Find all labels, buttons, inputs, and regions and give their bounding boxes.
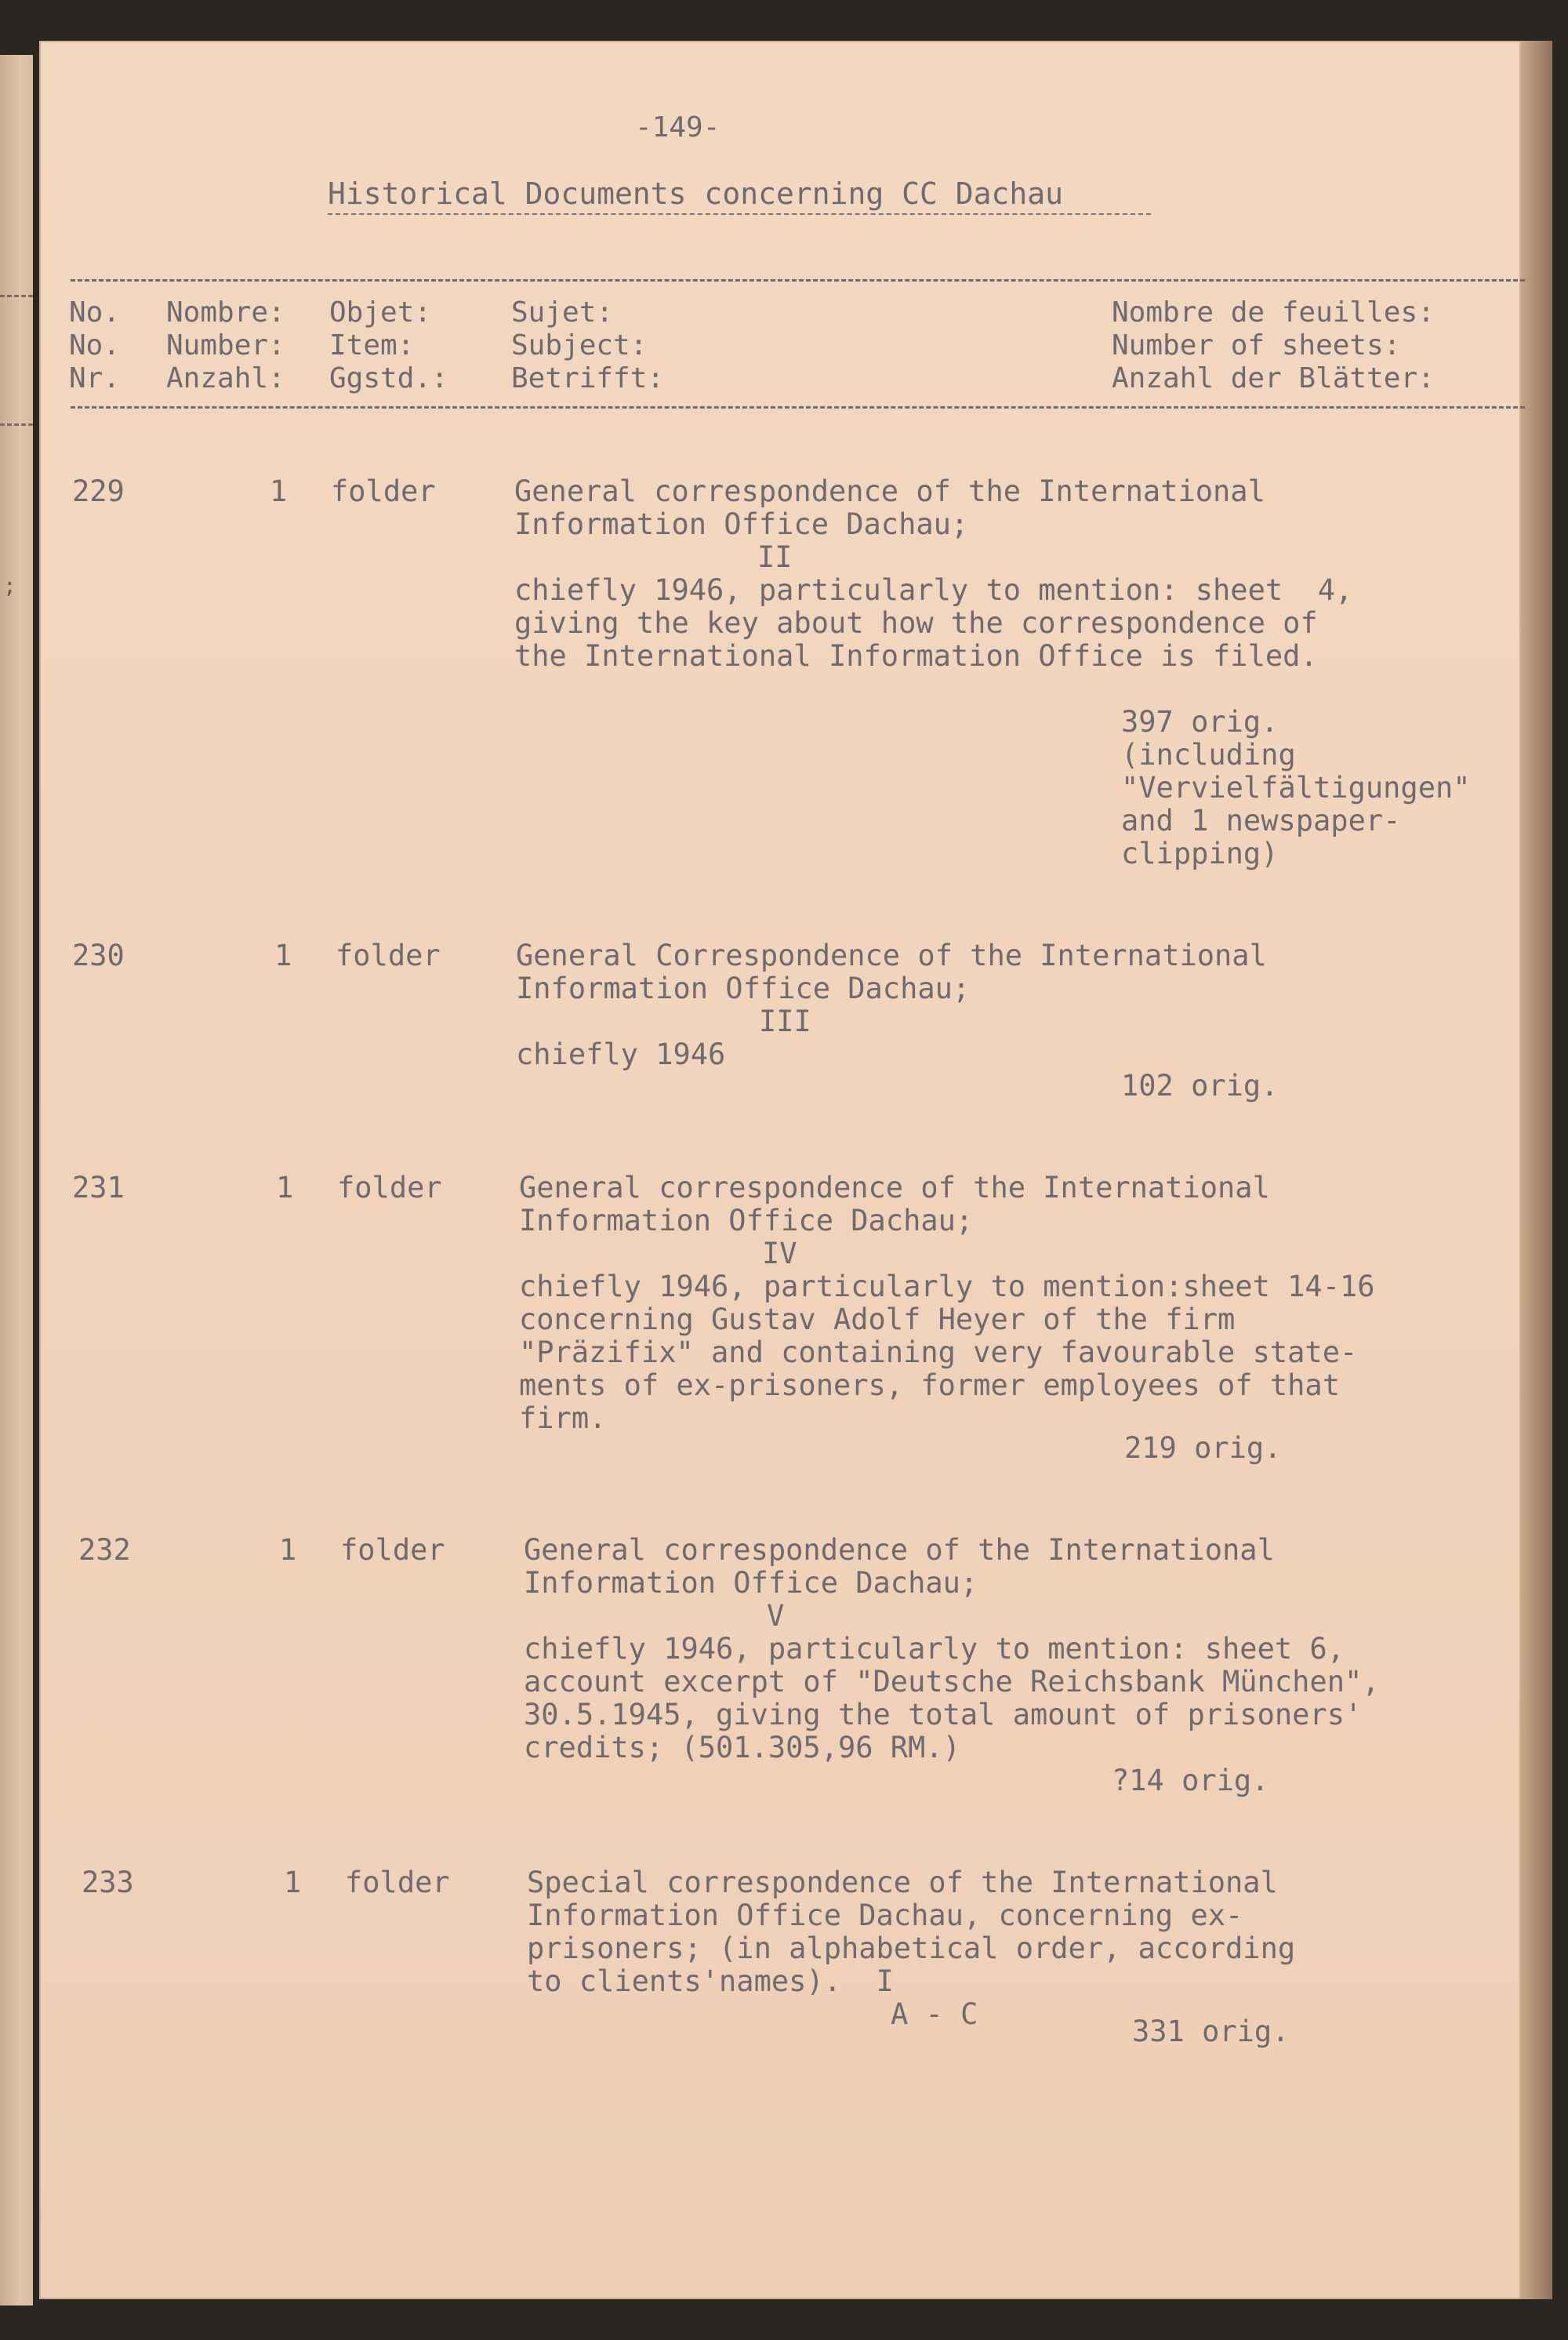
entry-count: 1 xyxy=(279,1533,297,1567)
entry-count: 1 xyxy=(274,939,292,972)
entry-item: folder xyxy=(345,1866,450,1899)
entry-item: folder xyxy=(336,939,441,972)
entry-number: 233 xyxy=(82,1866,134,1899)
page-title: Historical Documents concerning CC Dachau xyxy=(328,176,1063,211)
entry-number: 232 xyxy=(78,1533,131,1567)
header-count: Nombre: Number: Anzahl: xyxy=(166,296,285,394)
entry-item: folder xyxy=(331,474,436,508)
entry-subject: General correspondence of the International Information Office Dachau; II chiefly 1946, particularly to mention: sheet 4, giving the key about how the correspondence of the International Information Office is filed. xyxy=(514,474,1353,673)
entry-count: 1 xyxy=(284,1866,302,1899)
header-item: Objet: Item: Ggstd.: xyxy=(329,296,448,394)
page-number: -149- xyxy=(635,111,720,144)
entry-sheets: 219 orig. xyxy=(1124,1431,1282,1465)
header-no: No. No. Nr. xyxy=(69,296,121,394)
header-subject: Sujet: Subject: Betrifft: xyxy=(511,296,665,394)
entry-subject: Special correspondence of the International Information Office Dachau, concerning ex- prisoners; (in alphabetical order, according to clients'names). I A - C xyxy=(527,1866,1296,2031)
adjacent-page-edge xyxy=(0,55,33,2305)
header-top-rule xyxy=(71,279,1525,282)
header-sheets: Nombre de feuilles: Number of sheets: Anzahl der Blätter: xyxy=(1112,296,1435,394)
adjacent-page-rule xyxy=(0,295,33,297)
entry-sheets: 397 orig. (including "Vervielfältigungen" and 1 newspaper- clipping) xyxy=(1121,705,1471,870)
entry-subject: General Correspondence of the International Information Office Dachau; III chiefly 1946 xyxy=(516,939,1267,1071)
entry-sheets: 331 orig. xyxy=(1132,2015,1290,2048)
page-stack-edge xyxy=(1521,41,1552,2299)
title-underline xyxy=(328,213,1151,215)
entry-sheets: ?14 orig. xyxy=(1112,1764,1269,1797)
adjacent-page-fragment: ; xyxy=(3,572,16,598)
adjacent-page-rule xyxy=(0,423,33,426)
entry-sheets: 102 orig. xyxy=(1121,1069,1279,1103)
entry-number: 229 xyxy=(72,474,125,508)
entry-subject: General correspondence of the International Information Office Dachau; V chiefly 1946, particularly to mention: sheet 6, account excerpt of "Deutsche Reichsbank München", 30.5.1945, giving the total amount of prisoners' credits; (501.305,96 RM.) xyxy=(524,1533,1380,1764)
entry-number: 230 xyxy=(72,939,125,972)
entry-item: folder xyxy=(337,1171,442,1205)
entry-subject: General correspondence of the International Information Office Dachau; IV chiefly 1946, particularly to mention:sheet 14-16 concerning Gustav Adolf Heyer of the firm "Präzifix" and containing very favourable state- ments of ex-prisoners, former employees of that firm. xyxy=(519,1171,1375,1435)
entry-count: 1 xyxy=(270,474,288,508)
header-bottom-rule xyxy=(71,406,1525,409)
entry-item: folder xyxy=(340,1533,445,1567)
entry-count: 1 xyxy=(276,1171,294,1205)
entry-number: 231 xyxy=(72,1171,125,1205)
